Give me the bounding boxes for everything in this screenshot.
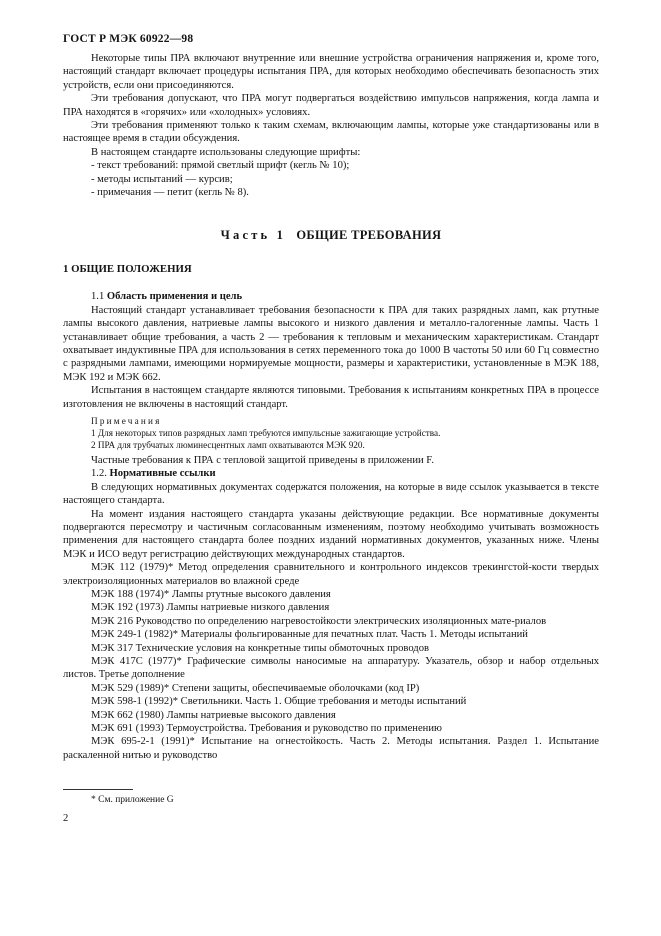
part-label: Часть 1: [220, 228, 287, 243]
reference-item: МЭК 317 Технические условия на конкретные типы обмоточных проводов: [91, 642, 430, 654]
references-paragraph-1: В следующих нормативных документах содержатся положения, на которые в виде ссылок указывается в тексте настоящего стандарта.: [63, 481, 599, 507]
references-paragraph-2: На момент издания настоящего стандарта указаны действующие редакции. Все нормативные документы подвергаются пересмотру и частичным согласованным изменениям, поэтому необходимо учитывать возможность применения для настоящего стандарта более поздних изданий нормативных документов, указанных ниже. Члены МЭК и ИСО ведут регистрацию действующих международных стандартов.: [63, 508, 599, 560]
part-heading: [63, 229, 599, 242]
thermal-paragraph: Частные требования к ПРА с тепловой защитой приведены в приложении F.: [91, 454, 435, 466]
subsection-number: 1.1: [91, 291, 105, 303]
subsection-heading: [63, 467, 599, 480]
note-item: 2 ПРА для трубчатых люминесцентных ламп охватываются МЭК 920.: [91, 439, 365, 450]
reference-item: МЭК 249-1 (1982)* Материалы фольгированные для печатных плат. Часть 1. Методы испытаний: [91, 629, 528, 641]
reference-item: МЭК 216 Руководство по определению нагревостойкости электрических изоляционных мате-риалов: [91, 615, 547, 627]
intro-paragraph-1: Некоторые типы ПРА включают внутренние или внешние устройства ограничения напряжения и, кроме того, настоящий стандарт включает процедуры испытания ПРА, для которых необходимо обеспечивать безопасность этих устройств, если они присоединяются.: [63, 53, 599, 91]
footnote: * См. приложение G: [91, 795, 174, 805]
scope-paragraph-2: Испытания в настоящем стандарте являются типовыми. Требования к испытаниям конкретных ПРА в процессе изготовления не включены в настоящий стандарт.: [63, 385, 599, 410]
reference-item: МЭК 695-2-1 (1991)* Испытание на огнестойкость. Часть 2. Методы испытания. Раздел 1. Испытание раскаленной нитью и руководство: [63, 736, 599, 761]
section-heading: 1 ОБЩИЕ ПОЛОЖЕНИЯ: [63, 262, 192, 275]
reference-item: МЭК 188 (1974)* Лампы ртутные высокого давления: [91, 589, 331, 600]
intro-paragraph-2: Эти требования допускают, что ПРА могут подвергаться воздействию импульсов напряжения, когда лампа и ПРА находятся в «горячих» или «холодных» условиях.: [63, 93, 599, 118]
subsection-heading: [63, 290, 599, 303]
part-title: ОБЩИЕ ТРЕБОВАНИЯ: [296, 228, 442, 243]
reference-item: МЭК 662 (1980) Лампы натриевые высокого давления: [91, 709, 336, 721]
reference-item: МЭК 112 (1979)* Метод определения сравнительного и контрольного индексов трекингстой-кости твердых электроизоляционных материалов во влажной среде: [63, 562, 599, 587]
document-header: ГОСТ Р МЭК 60922—98: [63, 33, 194, 45]
reference-item: МЭК 192 (1973) Лампы натриевые низкого давления: [91, 602, 330, 614]
reference-item: МЭК 529 (1989)* Степени защиты, обеспечиваемые оболочками (код IP): [91, 682, 420, 694]
fonts-list-item: - методы испытаний — курсив;: [91, 173, 233, 185]
page-number: 2: [63, 813, 69, 824]
scope-paragraph-1: Настоящий стандарт устанавливает требования безопасности к ПРА для таких разрядных ламп, как ртутные лампы высокого давления, натриевые лампы высокого и низкого давления и металло-галогенные лампы. Часть 1 устанавливает общие требования, а часть 2 — требования к тепловым и механическим характеристикам. Стандарт охватывает индуктивные ПРА для использования в сетях переменного тока до 1000 В частоты 50 или 60 Гц совместно с разрядными лампами, имеющими нормируемые мощности, размеры и характеристики, установленные в МЭК 188, МЭК 192 и МЭК 662.: [63, 304, 599, 383]
page-content: [63, 52, 599, 762]
subsection-title: Нормативные ссылки: [109, 468, 216, 480]
reference-item: МЭК 691 (1993) Термоустройства. Требования и руководство по применению: [91, 723, 442, 735]
note-item: 1 Для некоторых типов разрядных ламп требуются импульсные зажигающие устройства.: [91, 427, 441, 438]
footnote-divider: [63, 789, 133, 790]
reference-item: МЭК 598-1 (1992)* Светильники. Часть 1. Общие требования и методы испытаний: [91, 696, 467, 708]
subsection-number: 1.2.: [91, 468, 107, 480]
fonts-list-item: - текст требований: прямой светлый шрифт (кегль № 10);: [91, 160, 350, 172]
notes-title: Примечания: [91, 415, 162, 426]
fonts-list-item: - примечания — петит (кегль № 8).: [91, 187, 249, 199]
reference-item: МЭК 417С (1977)* Графические символы наносимые на аппаратуру. Указатель, обзор и набор отдельных листов. Третье дополнение: [63, 656, 599, 681]
intro-paragraph-3: Эти требования применяют только к таким схемам, включающим лампы, которые уже стандартизованы или в настоящее время в стадии обсуждения.: [63, 120, 599, 145]
subsection-title: Область применения и цель: [106, 291, 243, 303]
intro-paragraph-4: В настоящем стандарте использованы следующие шрифты:: [91, 146, 361, 158]
